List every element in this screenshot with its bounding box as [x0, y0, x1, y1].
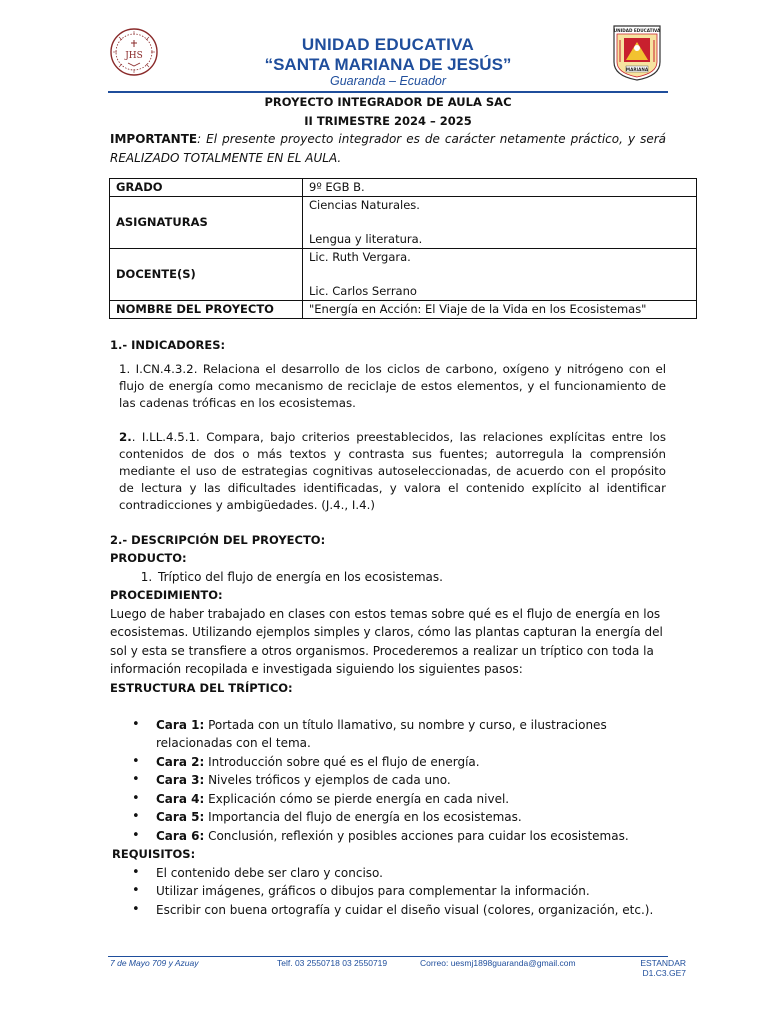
footer-email: Correo: uesmj1898guaranda@gmail.com: [420, 958, 576, 968]
cara-text: Niveles tróficos y ejemplos de cada uno.: [204, 773, 451, 787]
footer-code: [620, 958, 686, 978]
indicador-1: 1. I.CN.4.3.2. Relaciona el desarrollo de los ciclos de carbono, oxígeno y nitrógeno con el flujo de energía como mecanismo de reciclaje de estos elementos, y el funcionamiento de las cadenas tróficas en los ecosistemas.: [119, 361, 666, 410]
cara-label: Cara 6:: [156, 828, 205, 843]
school-location: Guaranda – Ecuador: [329, 74, 447, 88]
asignatura-2: Lengua y literatura.: [309, 232, 423, 246]
svg-text:UNIDAD EDUCATIVA: UNIDAD EDUCATIVA: [613, 28, 661, 33]
school-crest-icon: [610, 22, 664, 82]
list-item: • El contenido debe ser claro y conciso.: [132, 864, 666, 883]
table-row: [110, 249, 697, 301]
requisitos-list: [110, 864, 666, 920]
school-name-line2: “SANTA MARIANA DE JESÚS”: [264, 55, 512, 74]
school-name-line1: UNIDAD EDUCATIVA: [301, 35, 475, 54]
cara-text: Explicación cómo se pierde energía en cada nivel.: [204, 791, 510, 806]
requisitos-label: REQUISITOS:: [112, 847, 196, 861]
producto-label: PRODUCTO:: [110, 551, 187, 565]
list-item: [132, 827, 666, 846]
asignaturas-label: ASIGNATURAS: [110, 197, 303, 249]
cara-text: Conclusión, reflexión y posibles acciones para cuidar los ecosistemas.: [204, 828, 629, 843]
footer-divider: [108, 956, 668, 957]
procedimiento-text: Luego de haber trabajado en clases con estos temas sobre qué es el flujo de energía en los ecosistemas. Utilizando ejemplos simples y claros, cómo las plantas capturan la energía del sol y esta se transfiere a otros organismos. Procederemos a realizar un tríptico con toda la información recopilada e investigada siguiendo los siguientes pasos:: [110, 606, 663, 676]
docentes-label: DOCENTE(S): [110, 249, 303, 301]
doc-title-line2: II TRIMESTRE 2024 – 2025: [304, 113, 472, 128]
indicador-2-text: . I.LL.4.5.1. Compara, bajo criterios preestablecidos, las relaciones explícitas entre los contenidos de dos o más textos y contrasta sus fuentes; autorregula la comprensión mediante el uso de estrategias cognitivas autoseleccionadas, de acuerdo con el propósito de lectura y las dificultades identificadas, y valora el contenido explícito al identificar contradicciones y ambigüedades. (J.4., I.4.): [119, 429, 666, 512]
proyecto-value: "Energía en Acción: El Viaje de la Vida en los Ecosistemas": [303, 301, 697, 319]
docentes-value: [303, 249, 697, 301]
footer-phone: Telf. 03 2550718 03 2550719: [277, 958, 388, 968]
list-item: [132, 771, 666, 790]
list-item: [132, 790, 666, 809]
estructura-label: ESTRUCTURA DEL TRÍPTICO:: [110, 680, 293, 695]
asignatura-1: Ciencias Naturales.: [309, 198, 420, 212]
doc-title-line1: PROYECTO INTEGRADOR DE AULA SAC: [264, 95, 512, 109]
procedimiento-label: PROCEDIMIENTO:: [110, 588, 223, 602]
grado-value: 9º EGB B.: [303, 179, 697, 197]
list-item: • Utilizar imágenes, gráficos o dibujos para complementar la información.: [132, 882, 666, 901]
proyecto-label: NOMBRE DEL PROYECTO: [110, 301, 303, 319]
svg-text:MARIANA: MARIANA: [625, 67, 649, 72]
document-body: [110, 93, 666, 919]
grado-label: GRADO: [110, 179, 303, 197]
list-item: [132, 808, 666, 827]
footer-code-line2: D1.C3.GE7: [642, 968, 686, 978]
cara-label: Cara 2:: [156, 754, 205, 769]
list-item: • Escribir con buena ortografía y cuidar el diseño visual (colores, organización, etc.).: [132, 901, 666, 920]
asignaturas-value: [303, 197, 697, 249]
cara-text: Importancia del flujo de energía en los ecosistemas.: [204, 810, 522, 824]
table-row: [110, 179, 697, 197]
table-row: [110, 301, 697, 319]
producto-list: [110, 568, 666, 587]
indicador-2-number: 2.: [119, 429, 132, 444]
docente-2: Lic. Carlos Serrano: [309, 284, 417, 298]
cara-label: Cara 1:: [156, 717, 205, 732]
cara-text: Introducción sobre qué es el flujo de energía.: [204, 754, 480, 769]
letterhead: [108, 22, 668, 92]
indicadores-heading: 1.- INDICADORES:: [110, 338, 226, 352]
descripcion-heading: 2.- DESCRIPCIÓN DEL PROYECTO:: [110, 532, 326, 547]
important-text: : El presente proyecto integrador es de carácter netamente práctico, y será REALIZADO TOTALMENTE EN EL AULA.: [110, 132, 666, 165]
indicador-2: [110, 429, 666, 514]
cara-text: Portada con un título llamativo, su nombre y curso, e ilustraciones relacionadas con el tema.: [156, 717, 607, 750]
project-info-table: [109, 178, 697, 319]
footer-address: 7 de Mayo 709 y Azuay: [110, 958, 199, 968]
list-item: 1. Tríptico del flujo de energía en los ecosistemas.: [156, 568, 666, 587]
table-row: [110, 197, 697, 249]
list-item: [132, 753, 666, 772]
list-item: [132, 716, 666, 753]
svg-text:JHS: JHS: [125, 51, 143, 61]
important-label: IMPORTANTE: [110, 132, 198, 146]
docente-1: Lic. Ruth Vergara.: [309, 250, 411, 264]
important-note: [110, 130, 666, 167]
cara-label: Cara 3:: [156, 773, 205, 787]
cara-label: Cara 4:: [156, 791, 205, 806]
caras-list: [110, 716, 666, 846]
footer-code-line1: ESTANDAR: [640, 958, 686, 968]
cara-label: Cara 5:: [156, 810, 205, 824]
